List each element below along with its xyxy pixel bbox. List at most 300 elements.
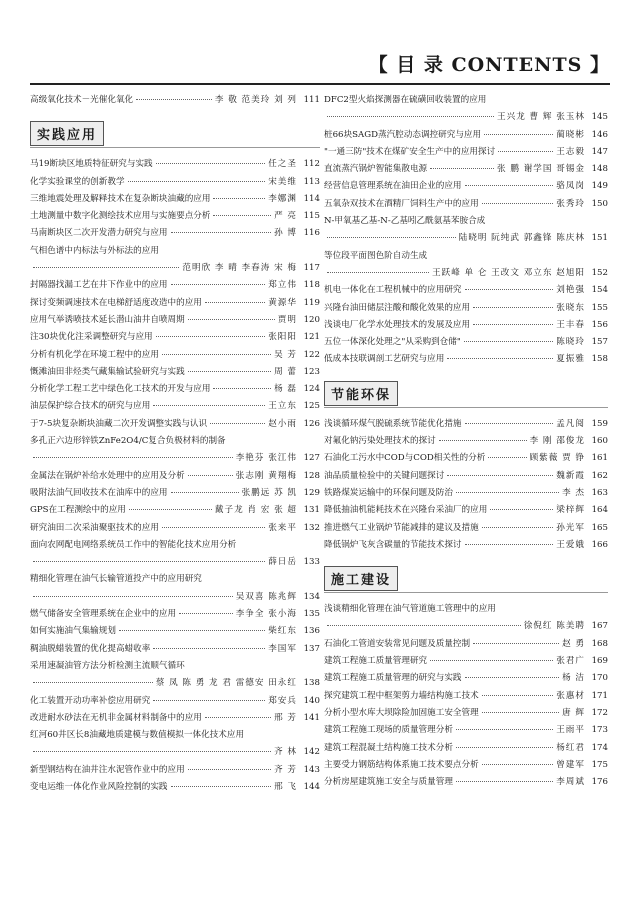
article-authors: 杨 磊 <box>274 384 297 395</box>
dot-leader <box>171 232 272 233</box>
article-authors: 陆晓明 阮纯武 郭鑫锋 陈庆林 <box>458 233 585 244</box>
article-authors: 王立东 <box>268 401 297 412</box>
dot-leader <box>473 307 553 308</box>
toc-entry[interactable] <box>30 693 320 710</box>
article-authors: 李艳芬 张江伟 <box>235 453 297 464</box>
article-authors: 赵小雨 <box>268 418 297 429</box>
page-number: 166 <box>591 539 608 550</box>
dot-leader <box>188 769 271 770</box>
toc-entry[interactable] <box>30 277 320 294</box>
article-title: 浅谈循环煤气脱硫系统节能优化措施 <box>324 418 462 429</box>
article-title: "一通三防"技术在煤矿安全生产中的应用探讨 <box>324 146 496 157</box>
dot-leader <box>482 764 554 765</box>
toc-column-left <box>30 92 320 796</box>
article-authors: 严 亮 <box>274 211 297 222</box>
dot-leader <box>465 423 554 424</box>
toc-entry[interactable] <box>324 774 608 791</box>
toc-entry[interactable] <box>30 347 320 364</box>
article-authors: 薛日岳 <box>268 557 297 568</box>
page-number: 148 <box>591 164 608 175</box>
dot-leader <box>327 237 456 238</box>
page-number: 155 <box>591 302 608 313</box>
page-number: 119 <box>303 297 320 308</box>
page-number: 167 <box>591 621 608 632</box>
article-authors: 张晓东 <box>556 302 585 313</box>
article-authors: 刘艳强 <box>556 285 585 296</box>
article-authors: 宋美维 <box>268 176 297 187</box>
page-number: 134 <box>303 591 320 602</box>
article-title: 红河60井区长8油藏地质建模与数值模拟一体化技术应用 <box>30 730 245 741</box>
article-authors: 王兴龙 曹 辉 张玉林 <box>497 112 585 123</box>
page-number: 172 <box>591 707 608 718</box>
dot-leader <box>171 284 266 285</box>
article-authors: 王跃峰 单 仑 王改文 邓立东 赵旭阳 <box>432 267 585 278</box>
article-authors: 李娜渊 <box>268 193 297 204</box>
article-authors: 张惠材 <box>556 690 585 701</box>
page-number: 158 <box>591 354 608 365</box>
page-number: 171 <box>591 690 608 701</box>
article-title: 慨滩油田非烃类气藏集输试验研究与实践 <box>30 366 185 377</box>
article-title: 多孔正六边形锌铁ZnFe2O4/C复合负极材料的制备 <box>30 436 226 447</box>
toc-entry[interactable] <box>324 144 608 161</box>
page-number: 122 <box>303 349 320 360</box>
page-number: 176 <box>591 777 608 788</box>
article-title: 化工装置开动功率补偿应用研究 <box>30 695 151 706</box>
dot-leader <box>327 116 494 117</box>
article-title: 机电一体化在工程机械中的应用研究 <box>324 285 462 296</box>
article-authors: 王丰春 <box>556 319 585 330</box>
dot-leader <box>482 203 554 204</box>
toc-entry[interactable] <box>30 710 320 727</box>
article-authors: 戴子龙 肖 宏 张 超 <box>214 505 297 516</box>
article-title: 对氟化钠污染处理技术的探讨 <box>324 436 436 447</box>
toc-entry[interactable] <box>30 364 320 381</box>
dot-leader <box>465 677 560 678</box>
page-number: 162 <box>591 470 608 481</box>
toc-entry[interactable] <box>324 688 608 705</box>
article-title: 分析房屋建筑施工安全与质量管理 <box>324 777 453 788</box>
article-authors: 梁梓辉 <box>556 505 585 516</box>
toc-entry[interactable] <box>30 606 320 623</box>
page-number: 132 <box>303 522 320 533</box>
article-title: 降低锅炉飞灰含碳量的节能技术探讨 <box>324 539 462 550</box>
dot-leader <box>156 336 266 337</box>
article-title: 分析有机化学在环境工程中的应用 <box>30 349 159 360</box>
page-number: 128 <box>303 470 320 481</box>
article-title: 建筑工程施工质量管理的研究与实践 <box>324 673 462 684</box>
toc-entry[interactable] <box>30 779 320 796</box>
toc-entry[interactable] <box>324 705 608 722</box>
dot-leader <box>153 648 265 649</box>
toc-entry[interactable] <box>324 653 608 670</box>
article-authors: 徐倪红 陈美聘 <box>523 621 585 632</box>
toc-entry[interactable] <box>30 675 320 692</box>
toc-entry[interactable] <box>30 416 320 433</box>
article-title: 推进燃气工业锅炉节能减排的建议及措施 <box>324 522 479 533</box>
dot-leader <box>119 630 265 631</box>
toc-entry[interactable] <box>30 295 320 312</box>
article-title: 马19断块区地质特征研究与实践 <box>30 159 153 170</box>
toc-entry[interactable] <box>30 433 320 450</box>
dot-leader <box>464 341 553 342</box>
article-title: 面向农网配电网络系统员工作中的智能化技术应用分析 <box>30 539 237 550</box>
article-title: 采用速凝油管方法分析检测主流顺气循环 <box>30 660 185 671</box>
toc-entry[interactable] <box>30 381 320 398</box>
toc-entry[interactable] <box>30 191 320 208</box>
article-authors: 张 鹏 谢学国 哥锡金 <box>497 164 585 175</box>
article-title: 桩66块SAGD蒸汽腔动态调控研究与应用 <box>324 129 482 140</box>
page-number: 136 <box>303 626 320 637</box>
article-authors: 王雨平 <box>556 725 585 736</box>
toc-entry[interactable] <box>324 502 608 519</box>
article-title: 探讨变频调速技术在电梯舒适度改造中的应用 <box>30 297 202 308</box>
dot-leader <box>447 475 553 476</box>
dot-leader <box>456 492 559 493</box>
dot-leader <box>33 267 179 268</box>
page-number: 127 <box>303 453 320 464</box>
article-authors: 夏振雅 <box>556 354 585 365</box>
dot-leader <box>490 509 553 510</box>
article-authors: 郑立伟 <box>268 280 297 291</box>
article-title: 等位段平面图色阶自动生成 <box>324 250 428 261</box>
article-authors: 黄源华 <box>268 297 297 308</box>
page-number: 123 <box>303 366 320 377</box>
page-number: 140 <box>303 695 320 706</box>
page-number: 164 <box>591 505 608 516</box>
page-number: 147 <box>591 146 608 157</box>
page-number: 126 <box>303 418 320 429</box>
article-authors: 吴 芳 <box>274 349 297 360</box>
toc-entry[interactable] <box>30 243 320 260</box>
article-authors: 邢 飞 <box>274 781 297 792</box>
article-title: 铁路煤炭运输中的环保问题及防治 <box>324 487 453 498</box>
dot-leader <box>188 475 233 476</box>
article-authors: 曾建军 <box>556 759 585 770</box>
page-number: 159 <box>591 418 608 429</box>
article-title: 主要受力钢筋结构体系施工技术要点分析 <box>324 759 479 770</box>
dot-leader <box>162 527 265 528</box>
page-number: 116 <box>303 228 320 239</box>
article-title: 建筑工程施工质量管理研究 <box>324 656 428 667</box>
toc-entry[interactable] <box>324 485 608 502</box>
dot-leader <box>488 457 526 458</box>
toc-entry[interactable] <box>30 225 320 242</box>
page-number: 156 <box>591 319 608 330</box>
dot-leader <box>179 613 233 614</box>
article-authors: 赵 勇 <box>562 638 585 649</box>
toc-entry[interactable] <box>30 589 320 606</box>
dot-leader <box>205 302 265 303</box>
dot-leader <box>33 561 265 562</box>
article-authors: 张君广 <box>556 656 585 667</box>
dot-leader <box>171 492 239 493</box>
page-number: 161 <box>591 453 608 464</box>
article-authors: 张秀玲 <box>556 198 585 209</box>
contents-title: 【 目 录 CONTENTS 】 <box>368 54 610 76</box>
article-title: 浅谈精细化管理在油气管道施工管理中的应用 <box>324 604 496 615</box>
article-authors: 贾明 <box>277 314 297 325</box>
article-title: 五氧杂双技术在酒精厂饲料生产中的应用 <box>324 198 479 209</box>
page-number: 131 <box>303 505 320 516</box>
article-title: 稠油脱蜡装置的优化提高蜡收率 <box>30 643 151 654</box>
article-title: N-甲氧基乙基-N-乙基吲乙酰氨基苯胺合成 <box>324 216 486 227</box>
toc-entry[interactable] <box>324 213 608 230</box>
section-heading-label: 实践应用 <box>30 121 104 146</box>
toc-entry[interactable] <box>30 450 320 467</box>
article-authors: 吴双喜 陈兆辉 <box>235 591 297 602</box>
article-title: 油层保护综合技术的研究与应用 <box>30 401 151 412</box>
toc-entry[interactable] <box>324 757 608 774</box>
toc-entry[interactable] <box>324 618 608 635</box>
article-title: 于7-5块复杂断块油藏二次开发调整实践与认识 <box>30 418 208 429</box>
section-heading <box>324 379 608 408</box>
article-authors: 齐 林 <box>274 747 297 758</box>
article-title: 高级氧化技术－光催化氧化 <box>30 95 134 105</box>
article-title: 油品质量检验中的关键问题探讨 <box>324 470 445 481</box>
page-number: 152 <box>591 267 608 278</box>
dot-leader <box>213 388 271 389</box>
article-authors: 李 杰 <box>562 487 585 498</box>
toc-entry[interactable] <box>324 334 608 351</box>
page-number: 112 <box>303 159 320 170</box>
toc-entry[interactable] <box>324 161 608 178</box>
article-authors: 孙 博 <box>274 228 297 239</box>
toc-entry[interactable] <box>324 317 608 334</box>
article-title: 分析化学工程工艺中绿色化工技术的开发与应用 <box>30 384 211 395</box>
article-authors: 周 蕾 <box>274 366 297 377</box>
article-title: 五位一体深化处理之"从采购到仓储" <box>324 337 461 348</box>
toc-entry[interactable] <box>324 109 608 126</box>
dot-leader <box>156 163 266 164</box>
dot-leader <box>162 354 271 355</box>
dot-leader <box>128 181 266 182</box>
article-title: 金属法在锅炉补给水处理中的应用及分析 <box>30 470 185 481</box>
toc-entry[interactable] <box>324 468 608 485</box>
toc-entry[interactable] <box>324 722 608 739</box>
article-title: 直流蒸汽锅炉智能集散电源 <box>324 164 428 175</box>
toc-entry[interactable] <box>324 196 608 213</box>
dot-leader <box>498 151 553 152</box>
article-authors: 齐 芳 <box>274 764 297 775</box>
dot-leader <box>205 717 271 718</box>
toc-entry[interactable] <box>324 416 608 433</box>
dot-leader <box>327 625 521 626</box>
page-number: 111 <box>303 95 320 105</box>
article-title: DFC2型火焰探测器在硫磺回收装置的应用 <box>324 95 487 105</box>
toc-entry[interactable] <box>324 433 608 450</box>
dot-leader <box>327 272 429 273</box>
toc-entry[interactable] <box>30 92 320 109</box>
dot-leader <box>465 185 554 186</box>
toc-entry[interactable] <box>30 727 320 744</box>
toc-entry[interactable] <box>30 208 320 225</box>
toc-entry[interactable] <box>30 485 320 502</box>
article-authors: 郑安兵 <box>268 695 297 706</box>
page-number: 124 <box>303 384 320 395</box>
article-title: 分析小型水库大坝除险加固施工安全管理 <box>324 707 479 718</box>
section-heading <box>324 564 608 593</box>
page-number: 121 <box>303 332 320 343</box>
dot-leader <box>33 682 153 683</box>
page-number: 114 <box>303 193 320 204</box>
toc-entry[interactable] <box>30 520 320 537</box>
page-number: 165 <box>591 522 608 533</box>
page-number: 138 <box>303 678 320 689</box>
article-title: 研究油田二次采油聚驱技术的应用 <box>30 522 159 533</box>
article-authors: 杨红君 <box>556 742 585 753</box>
page-number: 149 <box>591 181 608 192</box>
toc-entry[interactable] <box>324 92 608 109</box>
toc-entry[interactable] <box>30 174 320 191</box>
article-title: 浅谈电厂化学水处理技术的发展及应用 <box>324 319 471 330</box>
page-number: 145 <box>591 112 608 123</box>
article-authors: 李争全 张小海 <box>235 609 297 620</box>
toc-entry[interactable] <box>30 329 320 346</box>
toc-entry[interactable] <box>30 398 320 415</box>
page-number: 118 <box>303 280 320 291</box>
page-number: 142 <box>303 747 320 758</box>
dot-leader <box>33 457 233 458</box>
article-title: 建筑工程施工现场的质量管理分析 <box>324 725 453 736</box>
article-title: 封隔器找漏工艺在井下作业中的应用 <box>30 280 168 291</box>
dot-leader <box>473 324 553 325</box>
dot-leader <box>447 358 553 359</box>
page-number: 151 <box>591 233 608 244</box>
article-title: 变电运维一体化作业风险控制的实践 <box>30 781 168 792</box>
toc-entry[interactable] <box>324 282 608 299</box>
page-number: 141 <box>303 712 320 723</box>
dot-leader <box>188 319 275 320</box>
section-heading-label: 施工建设 <box>324 566 398 591</box>
toc-entry[interactable] <box>324 265 608 282</box>
dot-leader <box>465 544 554 545</box>
page-number: 115 <box>303 211 320 222</box>
page-number: 113 <box>303 176 320 187</box>
article-authors: 柴红东 <box>268 626 297 637</box>
article-title: 兴隆台油田储层注酸和酸化效果的应用 <box>324 302 471 313</box>
page-number: 120 <box>303 314 320 325</box>
article-title: 化学实验课堂的创新教学 <box>30 176 125 187</box>
toc-entry[interactable] <box>324 248 608 265</box>
page-number: 150 <box>591 198 608 209</box>
toc-entry[interactable] <box>324 351 608 368</box>
article-title: 应用气举诱喷技术延长潜山油井自喷周期 <box>30 314 185 325</box>
article-authors: 范明欣 李 晴 李春涛 宋 梅 <box>182 263 297 274</box>
section-heading <box>30 119 320 148</box>
toc-entry[interactable] <box>30 571 320 588</box>
dot-leader <box>210 423 265 424</box>
toc-entry[interactable] <box>30 762 320 779</box>
article-authors: 张鹏远 苏 凯 <box>241 487 297 498</box>
toc-entry[interactable] <box>30 502 320 519</box>
article-title: 降低抽油机能耗技术在兴隆台采油厂的应用 <box>324 505 488 516</box>
toc-entry[interactable] <box>30 260 320 277</box>
dot-leader <box>153 405 265 406</box>
page-header <box>0 50 636 84</box>
article-authors: 张志刚 黄翔梅 <box>235 470 297 481</box>
toc-entry[interactable] <box>30 156 320 173</box>
article-authors: 王爱娥 <box>556 539 585 550</box>
toc-entry[interactable] <box>324 178 608 195</box>
article-authors: 陈晓玲 <box>556 337 585 348</box>
article-authors: 顾紫薇 贾 铮 <box>529 453 585 464</box>
page-number: 133 <box>303 557 320 568</box>
article-authors: 孟凡阅 <box>556 418 585 429</box>
toc-entry[interactable] <box>324 127 608 144</box>
dot-leader <box>482 695 554 696</box>
article-title: 改进耐水砂法在无机非金属材料制备中的应用 <box>30 712 202 723</box>
article-title: 探究建筑工程中框架剪力墙结构施工技术 <box>324 690 479 701</box>
toc-entry[interactable] <box>30 312 320 329</box>
dot-leader <box>188 371 271 372</box>
article-authors: 骆凤岗 <box>556 181 585 192</box>
toc-entry[interactable] <box>30 658 320 675</box>
article-authors: 张来平 <box>268 522 297 533</box>
toc-entry[interactable] <box>30 623 320 640</box>
article-authors: 孙光军 <box>556 522 585 533</box>
dot-leader <box>430 168 494 169</box>
article-title: 石油化工管道安装常见问题及质量控制 <box>324 638 471 649</box>
page-number: 117 <box>303 263 320 274</box>
page-number: 129 <box>303 487 320 498</box>
page-number: 143 <box>303 764 320 775</box>
article-title: 三维地震处理及解释技术在复杂断块油藏的应用 <box>30 193 211 204</box>
toc-entry[interactable] <box>324 537 608 554</box>
page-number: 173 <box>591 725 608 736</box>
toc-entry[interactable] <box>324 740 608 757</box>
toc-entry[interactable] <box>324 670 608 687</box>
toc-entry[interactable] <box>324 520 608 537</box>
page-number: 146 <box>591 129 608 140</box>
toc-entry[interactable] <box>30 537 320 554</box>
dot-leader <box>456 747 553 748</box>
toc-entry[interactable] <box>324 300 608 317</box>
toc-entry[interactable] <box>324 450 608 467</box>
section-heading-label: 节能环保 <box>324 381 398 406</box>
page-number: 168 <box>591 638 608 649</box>
article-authors: 杨 洁 <box>562 673 585 684</box>
page-number: 135 <box>303 609 320 620</box>
header-rule <box>30 83 610 85</box>
article-title: 气相色谱中内标法与外标法的应用 <box>30 245 159 256</box>
toc-entry[interactable] <box>30 641 320 658</box>
toc-entry[interactable] <box>30 554 320 571</box>
article-authors: 蔺晓彬 <box>556 129 585 140</box>
page-number: 144 <box>303 781 320 792</box>
dot-leader <box>456 781 553 782</box>
toc-entry[interactable] <box>30 744 320 761</box>
dot-leader <box>482 712 559 713</box>
article-authors: 任之圣 <box>268 159 297 170</box>
toc-entry[interactable] <box>30 468 320 485</box>
dot-leader <box>171 786 272 787</box>
article-title: 石油化工污水中COD与COD相关性的分析 <box>324 453 486 464</box>
article-title: 燃气储备安全管理系统在企业中的应用 <box>30 609 177 620</box>
page-number: 160 <box>591 436 608 447</box>
toc-entry[interactable] <box>324 636 608 653</box>
article-authors: 魏新霞 <box>556 470 585 481</box>
page-number: 170 <box>591 673 608 684</box>
dot-leader <box>136 99 212 100</box>
article-authors: 李 刚 邵俊龙 <box>529 436 585 447</box>
toc-entry[interactable] <box>324 601 608 618</box>
dot-leader <box>129 509 212 510</box>
dot-leader <box>484 134 553 135</box>
toc-entry[interactable] <box>324 230 608 247</box>
dot-leader <box>213 198 265 199</box>
toc-column-right <box>324 92 608 791</box>
page-number: 137 <box>303 643 320 654</box>
